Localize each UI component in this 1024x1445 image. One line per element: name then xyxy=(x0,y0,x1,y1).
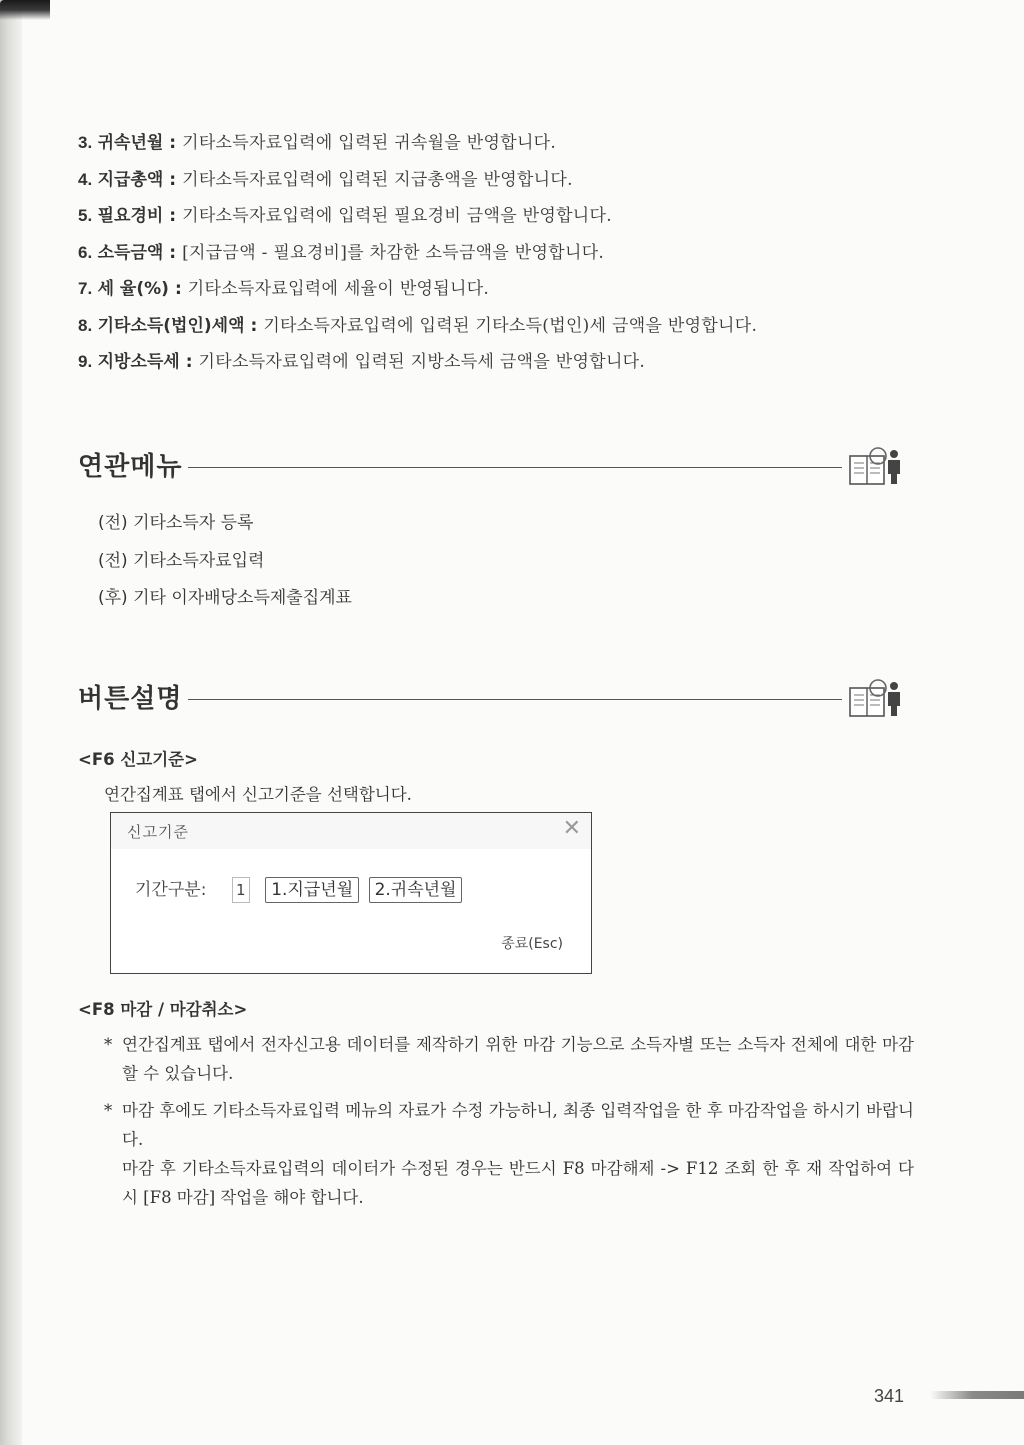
dialog-title: 신고기준 xyxy=(127,823,189,841)
f8-heading: <F8 마감 / 마감취소> xyxy=(78,1000,248,1019)
note-item xyxy=(104,1096,914,1212)
field-description-list xyxy=(78,130,938,386)
list-item xyxy=(78,276,938,313)
period-type-label: 기간구분: xyxy=(135,880,207,900)
note-text: 연간집계표 탭에서 전자신고용 데이터를 제작하기 위한 마감 기능으로 소득자별 또는 소득자 전체에 대한 마감할 수 있습니다. xyxy=(122,1035,914,1083)
list-item xyxy=(78,240,938,277)
item-description: 기타소득자료입력에 세율이 반영됩니다. xyxy=(187,279,490,299)
item-label: 지급총액 xyxy=(97,169,164,190)
payment-month-button[interactable]: 1.지급년월 xyxy=(265,877,359,903)
period-type-row xyxy=(135,875,466,903)
section-divider xyxy=(188,699,842,700)
exit-button[interactable]: 종료(Esc) xyxy=(501,936,563,952)
note-bullet: * xyxy=(104,1035,113,1054)
item-number: 6. xyxy=(78,242,93,262)
list-item xyxy=(78,130,938,167)
item-number: 7. xyxy=(78,279,93,298)
book-reader-icon xyxy=(848,446,908,486)
item-label: 소득금액 xyxy=(97,242,164,263)
item-colon: : xyxy=(250,315,258,336)
f6-description: 연간집계표 탭에서 신고기준을 선택합니다. xyxy=(104,785,412,804)
item-colon: : xyxy=(169,242,177,263)
page-number-bar xyxy=(930,1391,1024,1399)
item-colon: : xyxy=(169,133,177,153)
related-menu-item: (후) 기타 이자배당소득제출집계표 xyxy=(98,588,352,608)
item-label: 귀속년월 xyxy=(97,133,164,153)
book-reader-icon xyxy=(848,678,908,718)
f8-notes xyxy=(104,1030,914,1220)
item-number: 5. xyxy=(78,206,93,225)
item-colon: : xyxy=(185,352,193,372)
note-bullet: * xyxy=(104,1101,113,1120)
related-menu-list xyxy=(98,510,352,623)
item-number: 8. xyxy=(78,315,93,335)
note-item xyxy=(104,1030,914,1088)
section-divider xyxy=(188,467,842,468)
related-menu-item: (전) 기타소득자료입력 xyxy=(98,550,265,571)
item-number: 4. xyxy=(78,169,93,189)
report-criteria-dialog xyxy=(110,812,592,974)
attribution-month-button[interactable]: 2.귀속년월 xyxy=(369,877,463,903)
related-menu-header xyxy=(78,446,918,490)
note-text: 마감 후에도 기타소득자료입력 메뉴의 자료가 수정 가능하니, 최종 입력작업을 한 후 마감작업을 하시기 바랍니다. xyxy=(122,1101,914,1149)
related-menu-item: (전) 기타소득자 등록 xyxy=(98,513,254,533)
close-icon[interactable]: ✕ xyxy=(562,816,581,841)
page-corner xyxy=(0,0,50,20)
item-colon: : xyxy=(169,169,177,190)
item-colon: : xyxy=(169,206,177,226)
item-description: 기타소득자료입력에 입력된 기타소득(법인)세 금액을 반영합니다. xyxy=(263,315,758,336)
button-description-header xyxy=(78,678,918,722)
note-text: 마감 후 기타소득자료입력의 데이터가 수정된 경우는 반드시 F8 마감해제 -> F12 조회 한 후 재 작업하여 다시 [F8 마감] 작업을 해야 합니다. xyxy=(122,1159,914,1207)
list-item xyxy=(78,203,938,240)
item-label: 세 율(%) xyxy=(97,279,169,299)
item-description: 기타소득자료입력에 입력된 필요경비 금액을 반영합니다. xyxy=(182,206,612,226)
list-item xyxy=(78,313,938,350)
item-description: 기타소득자료입력에 입력된 귀속월을 반영합니다. xyxy=(182,133,557,153)
item-description: [지급금액 - 필요경비]를 차감한 소득금액을 반영합니다. xyxy=(182,242,605,263)
page-number: 341 xyxy=(874,1386,905,1406)
section-title: 버튼설명 xyxy=(78,684,183,714)
dialog-title-bar xyxy=(111,813,591,849)
item-colon: : xyxy=(174,279,182,299)
item-description: 기타소득자료입력에 입력된 지방소득세 금액을 반영합니다. xyxy=(198,352,646,372)
section-title: 연관메뉴 xyxy=(78,452,183,482)
item-label: 필요경비 xyxy=(97,206,164,226)
list-item xyxy=(78,167,938,204)
item-description: 기타소득자료입력에 입력된 지급총액을 반영합니다. xyxy=(182,169,573,190)
item-number: 3. xyxy=(78,133,93,152)
item-label: 지방소득세 xyxy=(97,352,180,372)
list-item xyxy=(78,349,938,386)
page-edge-shadow xyxy=(0,0,22,1445)
period-type-input[interactable]: 1 xyxy=(232,877,250,903)
item-number: 9. xyxy=(78,352,93,371)
f6-heading: <F6 신고기준> xyxy=(78,750,198,769)
item-label: 기타소득(법인)세액 xyxy=(97,315,245,336)
